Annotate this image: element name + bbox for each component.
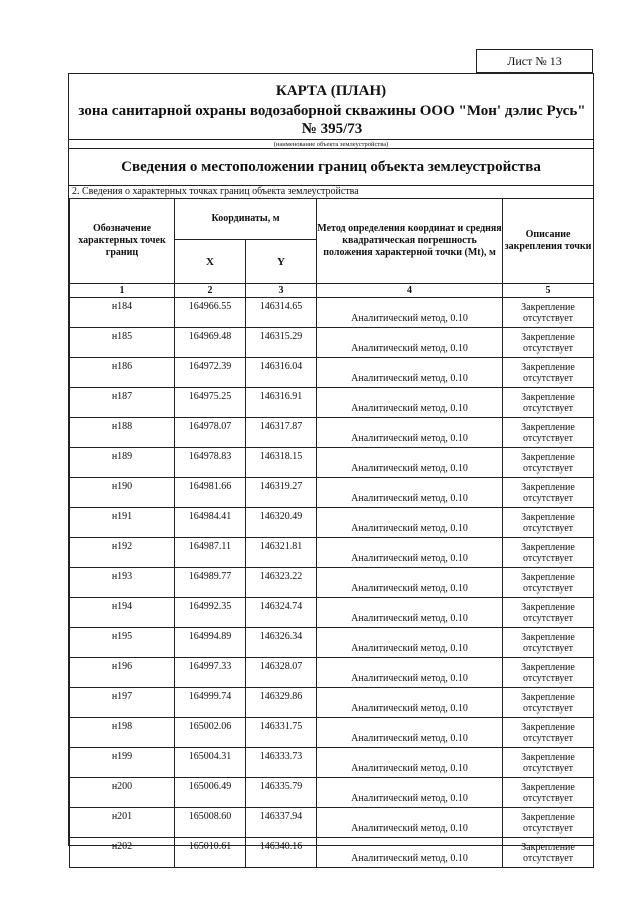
y-cell: 146315.29 [246, 328, 317, 358]
point-cell: н200 [70, 778, 175, 808]
method-cell: Аналитический метод, 0.10 [317, 388, 503, 418]
fixing-cell: Закрепление отсутствует [503, 508, 594, 538]
table-row [70, 748, 594, 778]
table-row [70, 298, 594, 328]
y-cell: 146335.79 [246, 778, 317, 808]
point-cell: н188 [70, 418, 175, 448]
x-cell: 164969.48 [175, 328, 246, 358]
method-cell: Аналитический метод, 0.10 [317, 358, 503, 388]
fixing-cell: Закрепление отсутствует [503, 298, 594, 328]
table-row [70, 808, 594, 838]
point-cell: н186 [70, 358, 175, 388]
fixing-cell: Закрепление отсутствует [503, 718, 594, 748]
fixing-cell: Закрепление отсутствует [503, 598, 594, 628]
table-row [70, 718, 594, 748]
method-cell: Аналитический метод, 0.10 [317, 838, 503, 868]
y-cell: 146319.27 [246, 478, 317, 508]
table-row [70, 418, 594, 448]
fixing-cell: Закрепление отсутствует [503, 838, 594, 868]
method-cell: Аналитический метод, 0.10 [317, 538, 503, 568]
table-row [70, 688, 594, 718]
y-cell: 146318.15 [246, 448, 317, 478]
fixing-cell: Закрепление отсутствует [503, 448, 594, 478]
table-row [70, 508, 594, 538]
header-fixing: Описание закрепления точки [503, 199, 594, 284]
x-cell: 164978.07 [175, 418, 246, 448]
fixing-cell: Закрепление отсутствует [503, 628, 594, 658]
header-method: Метод определения координат и средняя квадратическая погрешность положения характерной точки (Mt), м [317, 199, 503, 284]
table-row [70, 328, 594, 358]
x-cell: 165008.60 [175, 808, 246, 838]
fixing-cell: Закрепление отсутствует [503, 358, 594, 388]
point-cell: н199 [70, 748, 175, 778]
x-cell: 164984.41 [175, 508, 246, 538]
method-cell: Аналитический метод, 0.10 [317, 328, 503, 358]
col-number: 1 [70, 284, 175, 298]
point-cell: н189 [70, 448, 175, 478]
point-cell: н190 [70, 478, 175, 508]
point-cell: н187 [70, 388, 175, 418]
method-cell: Аналитический метод, 0.10 [317, 628, 503, 658]
x-cell: 164989.77 [175, 568, 246, 598]
document-frame [68, 73, 594, 864]
method-cell: Аналитический метод, 0.10 [317, 598, 503, 628]
header-x: X [175, 240, 246, 284]
point-cell: н202 [70, 838, 175, 868]
header-coords: Координаты, м [175, 199, 317, 240]
point-cell: н184 [70, 298, 175, 328]
col-number: 2 [175, 284, 246, 298]
y-cell: 146317.87 [246, 418, 317, 448]
y-cell: 146324.74 [246, 598, 317, 628]
y-cell: 146337.94 [246, 808, 317, 838]
table-row [70, 478, 594, 508]
section-title: Сведения о местоположении границ объекта землеустройства [121, 159, 541, 175]
method-cell: Аналитический метод, 0.10 [317, 748, 503, 778]
fixing-cell: Закрепление отсутствует [503, 388, 594, 418]
fixing-cell: Закрепление отсутствует [503, 778, 594, 808]
point-cell: н185 [70, 328, 175, 358]
point-cell: н198 [70, 718, 175, 748]
object-name-note: (наименование объекта землеустройства) [69, 139, 593, 149]
table-row [70, 568, 594, 598]
point-cell: н193 [70, 568, 175, 598]
x-cell: 164992.35 [175, 598, 246, 628]
table-row [70, 538, 594, 568]
sheet-number: Лист № 13 [476, 49, 593, 73]
fixing-cell: Закрепление отсутствует [503, 538, 594, 568]
y-cell: 146320.49 [246, 508, 317, 538]
table-row [70, 598, 594, 628]
x-cell: 165002.06 [175, 718, 246, 748]
fixing-cell: Закрепление отсутствует [503, 568, 594, 598]
header-point: Обозначение характерных точек границ [70, 199, 175, 284]
y-cell: 146316.91 [246, 388, 317, 418]
document-subtitle: зона санитарной охраны водозаборной скважины ООО "Мон' дэлис Русь" № 395/73 [78, 103, 586, 137]
x-cell: 164981.66 [175, 478, 246, 508]
fixing-cell: Закрепление отсутствует [503, 418, 594, 448]
x-cell: 165010.61 [175, 838, 246, 868]
x-cell: 164966.55 [175, 298, 246, 328]
table-row [70, 778, 594, 808]
method-cell: Аналитический метод, 0.10 [317, 508, 503, 538]
x-cell: 164997.33 [175, 658, 246, 688]
y-cell: 146340.16 [246, 838, 317, 868]
col-number: 3 [246, 284, 317, 298]
x-cell: 165004.31 [175, 748, 246, 778]
table-row [70, 448, 594, 478]
x-cell: 164978.83 [175, 448, 246, 478]
point-cell: н197 [70, 688, 175, 718]
point-cell: н192 [70, 538, 175, 568]
col-number: 5 [503, 284, 594, 298]
point-cell: н201 [70, 808, 175, 838]
y-cell: 146329.86 [246, 688, 317, 718]
boundary-points-table [69, 198, 594, 868]
document-title: КАРТА (ПЛАН) [275, 83, 387, 99]
method-cell: Аналитический метод, 0.10 [317, 568, 503, 598]
fixing-cell: Закрепление отсутствует [503, 808, 594, 838]
section-subtitle: 2. Сведения о характерных точках границ объекта землеустройства [69, 185, 593, 198]
table-row [70, 838, 594, 868]
x-cell: 164987.11 [175, 538, 246, 568]
point-cell: н194 [70, 598, 175, 628]
y-cell: 146331.75 [246, 718, 317, 748]
y-cell: 146321.81 [246, 538, 317, 568]
table-row [70, 358, 594, 388]
method-cell: Аналитический метод, 0.10 [317, 298, 503, 328]
x-cell: 165006.49 [175, 778, 246, 808]
x-cell: 164975.25 [175, 388, 246, 418]
y-cell: 146314.65 [246, 298, 317, 328]
method-cell: Аналитический метод, 0.10 [317, 688, 503, 718]
method-cell: Аналитический метод, 0.10 [317, 778, 503, 808]
fixing-cell: Закрепление отсутствует [503, 478, 594, 508]
method-cell: Аналитический метод, 0.10 [317, 478, 503, 508]
table-row [70, 628, 594, 658]
y-cell: 146333.73 [246, 748, 317, 778]
method-cell: Аналитический метод, 0.10 [317, 658, 503, 688]
x-cell: 164972.39 [175, 358, 246, 388]
x-cell: 164999.74 [175, 688, 246, 718]
fixing-cell: Закрепление отсутствует [503, 688, 594, 718]
y-cell: 146328.07 [246, 658, 317, 688]
y-cell: 146326.34 [246, 628, 317, 658]
method-cell: Аналитический метод, 0.10 [317, 418, 503, 448]
y-cell: 146316.04 [246, 358, 317, 388]
table-row [70, 388, 594, 418]
header-y: Y [246, 240, 317, 284]
method-cell: Аналитический метод, 0.10 [317, 718, 503, 748]
y-cell: 146323.22 [246, 568, 317, 598]
table-body [70, 298, 594, 868]
point-cell: н191 [70, 508, 175, 538]
table-row [70, 658, 594, 688]
method-cell: Аналитический метод, 0.10 [317, 808, 503, 838]
x-cell: 164994.89 [175, 628, 246, 658]
fixing-cell: Закрепление отсутствует [503, 748, 594, 778]
fixing-cell: Закрепление отсутствует [503, 328, 594, 358]
fixing-cell: Закрепление отсутствует [503, 658, 594, 688]
method-cell: Аналитический метод, 0.10 [317, 448, 503, 478]
col-number: 4 [317, 284, 503, 298]
point-cell: н196 [70, 658, 175, 688]
point-cell: н195 [70, 628, 175, 658]
